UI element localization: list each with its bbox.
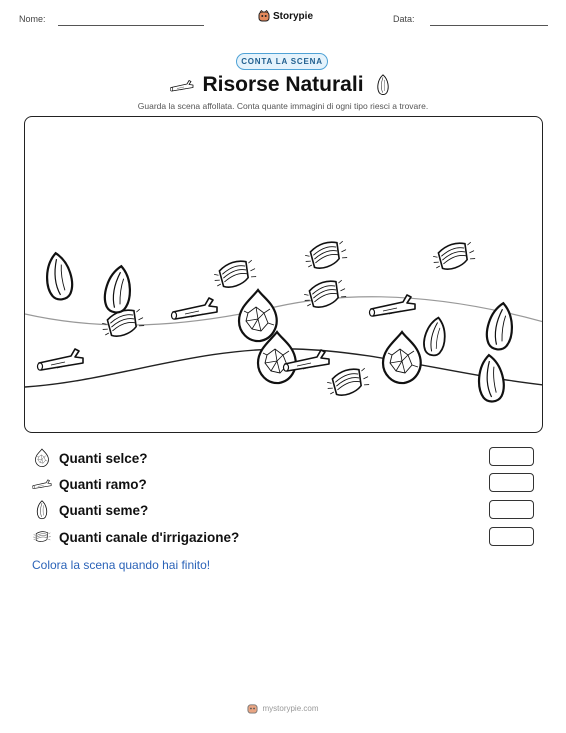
name-label: Nome: [19, 14, 46, 24]
question-row-flint [32, 447, 148, 469]
question-text: Quanti ramo? [59, 476, 147, 492]
question-row-seed [32, 499, 148, 521]
canal-item [302, 238, 349, 272]
answer-box-canal[interactable] [489, 527, 534, 546]
footer [0, 703, 566, 714]
date-field[interactable] [430, 25, 548, 26]
seed-item [422, 316, 448, 357]
question-row-canal [32, 526, 239, 548]
irrigation-canal-icon [32, 527, 52, 547]
canal-item [430, 239, 477, 273]
answer-box-branch[interactable] [489, 473, 534, 492]
brand-logo [258, 10, 313, 22]
name-field[interactable] [58, 25, 204, 26]
seed-item [44, 252, 75, 301]
seed-item [477, 354, 505, 402]
scene-illustration [25, 117, 543, 433]
branch-item [370, 295, 416, 316]
footer-url[interactable]: mystorypie.com [262, 704, 319, 713]
date-label: Data: [393, 14, 415, 24]
canal-item [211, 257, 258, 291]
seed-item [103, 265, 134, 314]
answer-box-seed[interactable] [489, 500, 534, 519]
activity-badge: CONTA LA SCENA [236, 53, 328, 70]
coloring-instruction: Colora la scena quando hai finito! [32, 558, 211, 572]
canal-item [324, 365, 371, 399]
branch-icon [32, 474, 52, 494]
question-text: Quanti selce? [59, 450, 148, 466]
answer-box-flint[interactable] [489, 447, 534, 466]
storypie-mascot-icon [258, 10, 270, 22]
seed-icon [32, 500, 52, 520]
back-hill-line [25, 297, 543, 325]
branch-item [172, 298, 218, 319]
flint-item [383, 332, 421, 383]
storypie-mascot-icon [247, 703, 258, 714]
page-title: Risorse Naturali [202, 73, 364, 96]
counting-scene [24, 116, 543, 433]
brand-name: Storypie [273, 10, 314, 22]
flint-item [239, 290, 277, 341]
question-text: Quanti seme? [59, 502, 149, 518]
question-text: Quanti canale d'irrigazione? [59, 529, 240, 545]
flint-icon [32, 448, 52, 468]
seed-icon [374, 74, 392, 96]
page-subtitle: Guarda la scena affollata. Conta quante immagini di ogni tipo riesci a trovare. [137, 101, 429, 111]
question-row-branch [32, 473, 147, 495]
branch-item [38, 349, 84, 370]
canal-item [301, 277, 348, 311]
